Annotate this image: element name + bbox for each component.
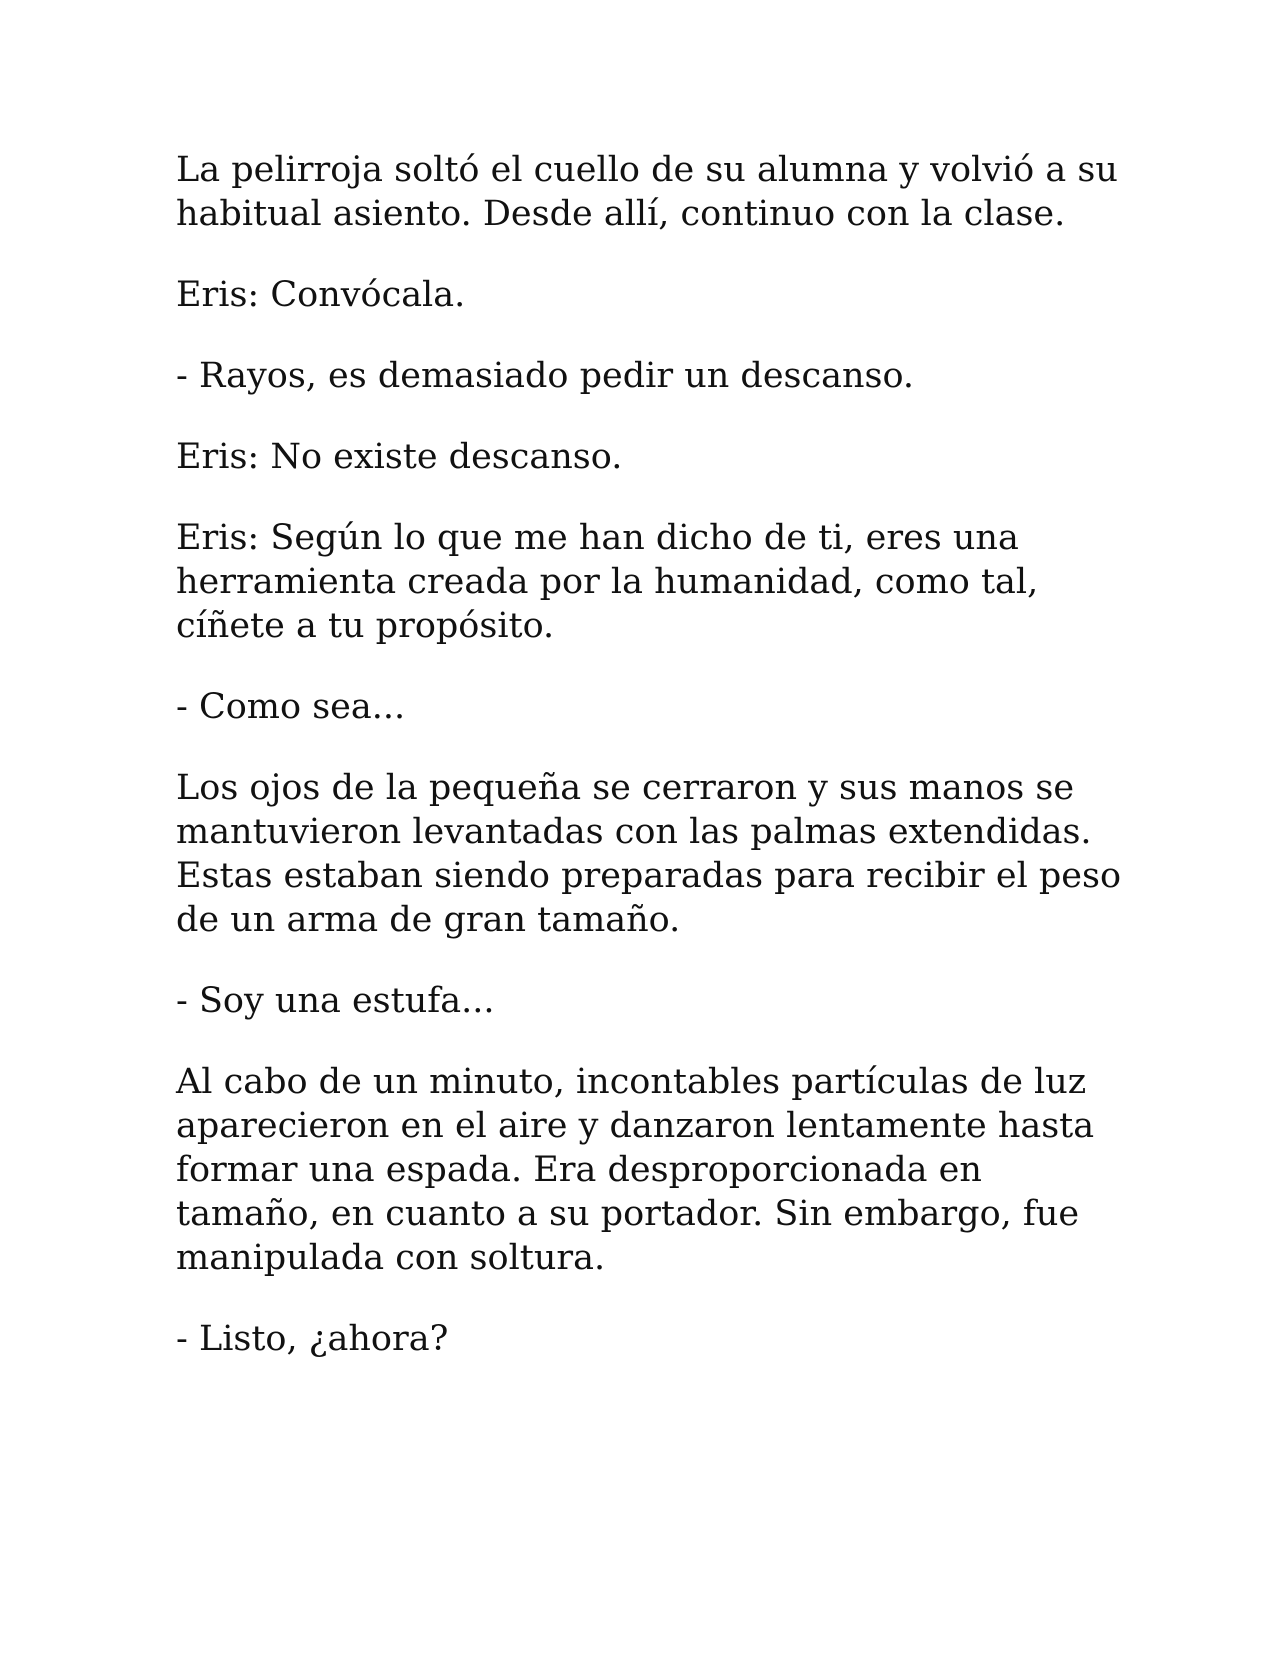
paragraph-dialogue: - Como sea... xyxy=(176,687,406,727)
paragraph-dialogue: Eris: No existe descanso. xyxy=(176,437,623,477)
paragraph-dialogue: Eris: Convócala. xyxy=(176,275,466,315)
paragraph-narration: Al cabo de un minuto, incontables partículas de luz aparecieron en el aire y danzaron lentamente hasta formar una espada. Era desproporcionada en tamaño, en cuanto a su portador. Sin embargo, fue manipulada con soltura. xyxy=(176,1062,1095,1278)
paragraph-dialogue: Eris: Según lo que me han dicho de ti, eres una herramienta creada por la humanidad, como tal, cíñete a tu propósito. xyxy=(176,518,1039,646)
paragraph-narration: La pelirroja soltó el cuello de su alumna y volvió a su habitual asiento. Desde allí, continuo con la clase. xyxy=(176,150,1118,234)
paragraph-dialogue: - Listo, ¿ahora? xyxy=(176,1319,449,1359)
paragraph-narration: Los ojos de la pequeña se cerraron y sus manos se mantuvieron levantadas con las palmas extendidas. Estas estaban siendo preparadas para recibir el peso de un arma de gran tamaño. xyxy=(176,768,1122,940)
paragraph-dialogue: - Soy una estufa... xyxy=(176,981,495,1021)
paragraph-dialogue: - Rayos, es demasiado pedir un descanso. xyxy=(176,356,915,396)
text-column xyxy=(176,148,1130,1361)
